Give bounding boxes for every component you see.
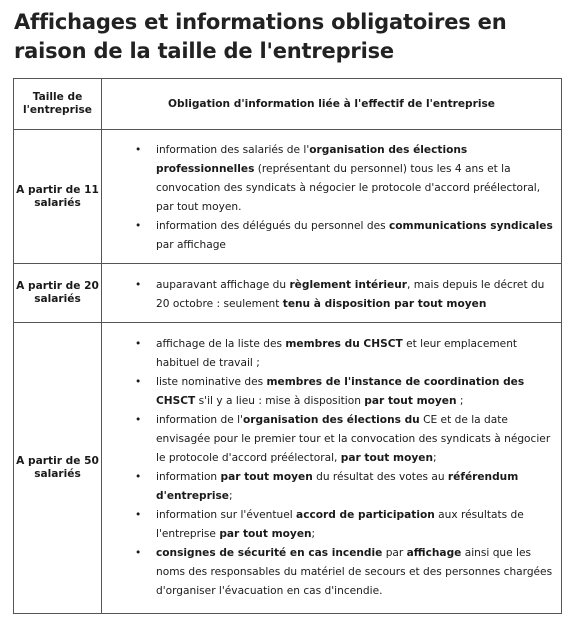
list-item: [156, 276, 555, 314]
row-size-label: A partir de 11 salariés: [14, 130, 102, 264]
list-item: [156, 217, 555, 255]
text: aux résultats de l'entreprise: [156, 509, 524, 540]
text: liste nominative des: [156, 376, 267, 388]
text: auparavant affichage du: [156, 278, 290, 291]
text: ;: [311, 528, 316, 540]
table-row: [14, 130, 562, 264]
list-item: [156, 468, 555, 506]
bold-text: référendum d'entreprise: [156, 471, 519, 502]
text: ainsi que les noms des responsables du matériel de secours et des personnes chargées d'organiser l'évacuation en cas d'incendie.: [156, 547, 553, 597]
obligations-table: [13, 78, 562, 614]
obligation-list: [102, 138, 561, 255]
bold-text: règlement intérieur: [289, 278, 408, 291]
text: (représentant du personnel) tous les 4 ans et la convocation des syndicats à négocier le protocole d'accord préélectoral, par tout moyen.: [156, 163, 541, 213]
row-size-label: A partir de 50 salariés: [14, 323, 102, 614]
obligation-list: [102, 335, 561, 601]
list-item: [156, 411, 555, 468]
text: ;: [228, 490, 233, 502]
table-row: [14, 323, 562, 614]
text: s'il y a lieu : mise à disposition: [195, 395, 365, 407]
bold-text: par tout moyen: [340, 452, 434, 464]
obligation-list: [102, 273, 561, 314]
table-header-row: [14, 79, 562, 130]
bold-text: par tout moyen: [364, 395, 457, 407]
bold-text: affichage: [406, 547, 462, 559]
bold-text: organisation des élections professionnelles: [156, 144, 468, 175]
text: par affichage: [156, 239, 226, 251]
list-item: [156, 373, 555, 411]
header-company-size: Taille de l'entreprise: [14, 79, 102, 130]
list-item: [156, 506, 555, 544]
bold-text: tenu à disposition par tout moyen: [282, 297, 487, 310]
text: ;: [433, 452, 437, 464]
text: information de l': [156, 414, 243, 426]
bold-text: accord de participation: [296, 509, 435, 521]
text: affichage de la liste des: [156, 338, 286, 350]
row-obligations: [102, 323, 562, 614]
text: information: [156, 471, 221, 483]
row-obligations: [102, 264, 562, 323]
row-obligations: [102, 130, 562, 264]
text: information sur l'éventuel: [156, 509, 297, 521]
table-row: [14, 264, 562, 323]
text: , mais depuis le décret du 20 octobre : seulement: [156, 278, 545, 310]
bold-text: par tout moyen: [220, 471, 313, 483]
text: CE et de la date envisagée pour le premier tour et la convocation des syndicats à négocier le protocole d'accord préélectoral,: [156, 414, 551, 464]
row-size-label: A partir de 20 salariés: [14, 264, 102, 323]
bold-text: membres du CHSCT: [285, 338, 403, 350]
bold-text: par tout moyen: [219, 528, 312, 540]
list-item: [156, 141, 555, 217]
text: et leur emplacement habituel de travail ;: [156, 338, 518, 369]
text: information des délégués du personnel des: [156, 220, 389, 232]
list-item: [156, 335, 555, 373]
text: par: [382, 547, 407, 559]
page-title: Affichages et informations obligatoires en raison de la taille de l'entreprise: [14, 10, 507, 63]
text: information des salariés de l': [156, 144, 310, 156]
bold-text: consignes de sécurité en cas incendie: [156, 547, 383, 559]
text: ;: [456, 395, 464, 407]
bold-text: communications syndicales: [388, 220, 553, 232]
header-obligation: Obligation d'information liée à l'effectif de l'entreprise: [102, 79, 562, 130]
bold-text: membres de l'instance de coordination des CHSCT: [156, 376, 525, 407]
list-item: [156, 544, 555, 601]
text: du résultat des votes au: [312, 471, 448, 483]
bold-text: organisation des élections du: [242, 414, 420, 426]
